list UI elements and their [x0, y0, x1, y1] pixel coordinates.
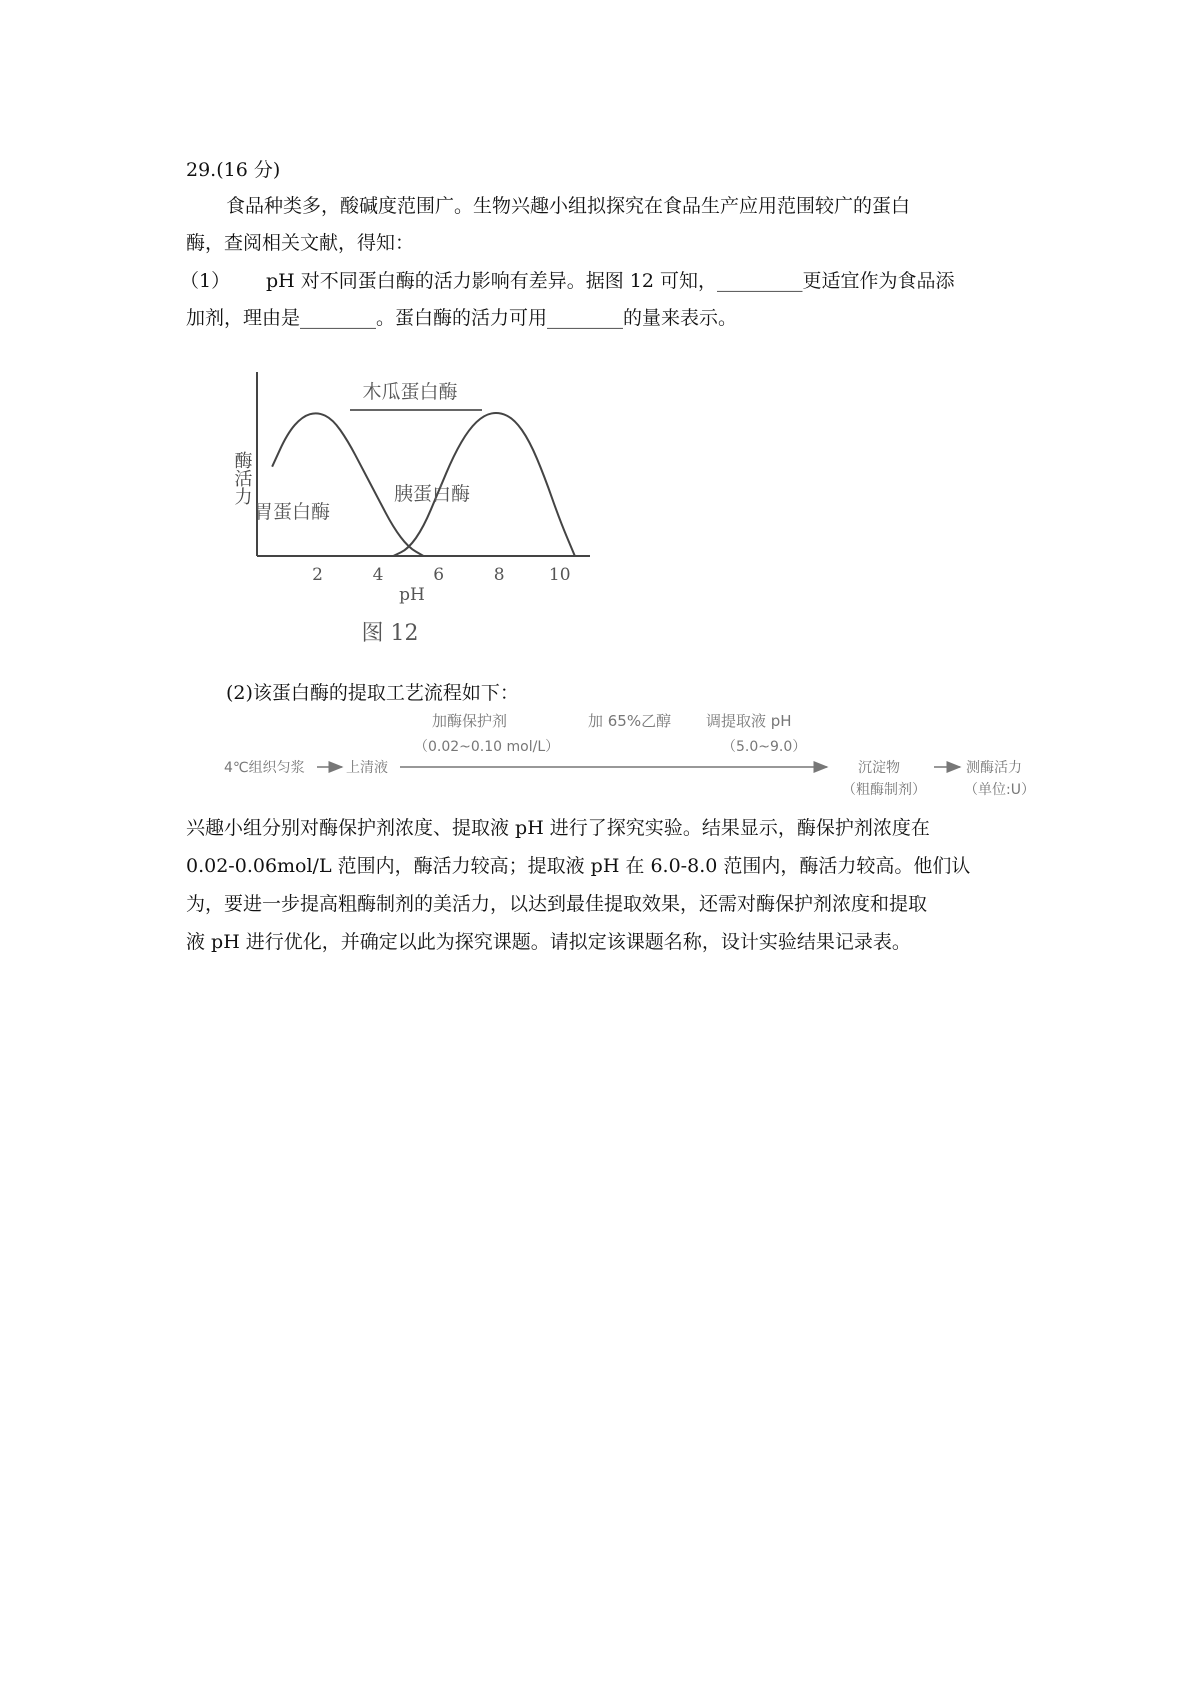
- step-precipitate: 沉淀物: [858, 760, 900, 776]
- x-tick-label: 4: [372, 565, 384, 585]
- para-line-4: 液 pH 进行优化，并确定以此为探究课题。请拟定该课题名称，设计实验结果记录表。: [186, 931, 911, 953]
- x-tick-label: 8: [493, 565, 505, 585]
- x-tick-label: 6: [433, 565, 445, 585]
- papain-annotation: 木瓜蛋白酶: [362, 381, 458, 403]
- question-heading: 29.(16 分): [186, 159, 281, 181]
- y-axis-label: 酶活力: [231, 451, 253, 505]
- op-protectant: 加酶保护剂: [432, 712, 508, 730]
- intro-line-1: 食品种类多，酸碱度范围广。生物兴趣小组拟探究在食品生产应用范围较广的蛋白: [226, 195, 911, 217]
- para-line-2: 0.02-0.06mol/L 范围内，酶活力较高；提取液 pH 在 6.0-8.0 范围内，酶活力较高。他们认: [186, 855, 971, 877]
- figure-caption: 图 12: [361, 621, 419, 646]
- x-tick-labels: [312, 565, 570, 585]
- part1-label: （1）: [180, 270, 231, 292]
- op-ph: 调提取液 pH: [706, 712, 792, 730]
- x-axis-label: pH: [399, 585, 425, 605]
- figure-12: [220, 368, 600, 658]
- para-line-1: 兴趣小组分别对酶保护剂浓度、提取液 pH 进行了探究实验。结果显示，酶保护剂浓度在: [186, 817, 930, 839]
- step-precipitate-detail: （粗酶制剂）: [842, 782, 926, 798]
- enzyme-activity-chart: [220, 368, 600, 658]
- step-supernatant: 上清液: [346, 760, 388, 776]
- part1-line-2: 加剂，理由是________。蛋白酶的活力可用________的量来表示。: [186, 307, 738, 329]
- op-ph-detail: （5.0~9.0）: [722, 739, 807, 755]
- intro-line-2: 酶，查阅相关文献，得知：: [186, 232, 415, 254]
- op-ethanol: 加 65%乙醇: [588, 712, 672, 730]
- x-tick-label: 2: [312, 565, 323, 585]
- pepsin-label: 胃蛋白酶: [253, 501, 331, 523]
- x-tick-label: 10: [548, 565, 571, 585]
- extraction-flowchart: [222, 706, 1072, 806]
- step-measure: 测酶活力: [966, 760, 1022, 776]
- trypsin-label: 胰蛋白酶: [393, 483, 471, 505]
- part1-line-1: pH 对不同蛋白酶的活力影响有差异。据图 12 可知，_________更适宜作为食品添: [266, 270, 955, 292]
- para-line-3: 为，要进一步提高粗酶制剂的美活力，以达到最佳提取效果，还需对酶保护剂浓度和提取: [186, 893, 928, 915]
- op-protectant-detail: （0.02~0.10 mol/L）: [414, 739, 560, 755]
- step-homogenate: 4℃组织匀浆: [224, 760, 305, 776]
- flowchart-svg: [222, 706, 1072, 806]
- part2-line: (2)该蛋白酶的提取工艺流程如下：: [226, 682, 519, 704]
- step-measure-detail: （单位:U）: [964, 782, 1035, 798]
